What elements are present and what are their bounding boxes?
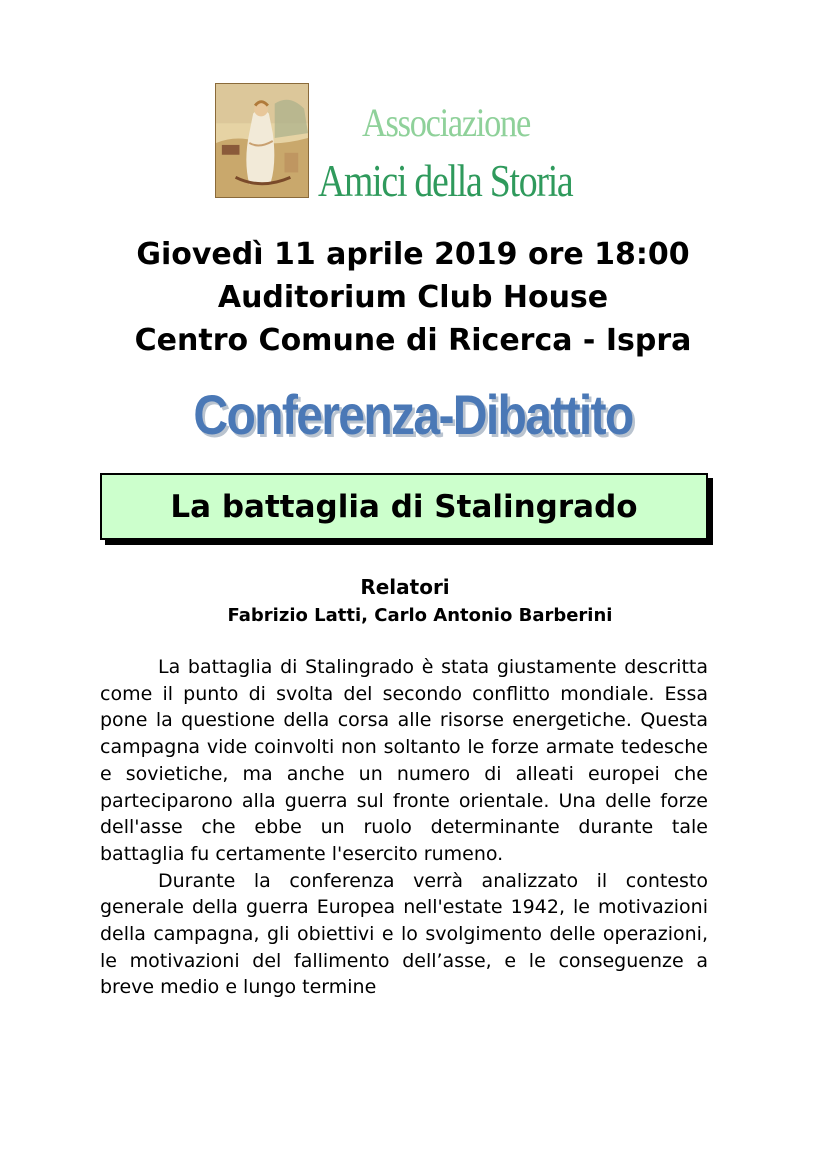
talk-title: La battaglia di Stalingrado — [170, 488, 638, 525]
description-paragraph-2: Durante la conferenza verrà analizzato il contesto generale della guerra Europea nell'estate 1942, le motivazioni della campagna, gli obiettivi e lo svolgimento delle operazioni, le motivazioni del fallimento dell’asse, e le conseguenze a breve medio e lungo termine — [100, 869, 708, 999]
event-venue: Auditorium Club House — [217, 280, 609, 315]
event-type-heading: Conferenza-Dibattito — [193, 383, 633, 446]
talk-title-box — [100, 473, 708, 540]
association-logo-painting — [215, 83, 309, 198]
association-name-line1: Associazione — [362, 100, 530, 145]
speakers-label: Relatori — [360, 575, 450, 599]
description-paragraph-1: La battaglia di Stalingrado è stata giustamente descritta come il punto di svolta del secondo conflitto mondiale. Essa pone la questione della corsa alle risorse energetiche. Questa campagna vide coinvolti non soltanto le forze armate tedesche e sovietiche, ma anche un numero di alleati europei che parteciparono alla guerra sul fronte orientale. Una delle forze dell'asse che ebbe un ruolo determinante durante tale battaglia fu certamente l'esercito rumeno. — [100, 656, 708, 865]
event-date-time: Giovedì 11 aprile 2019 ore 18:00 — [136, 237, 690, 272]
association-name-line2: Amici della Storia — [318, 156, 573, 206]
speakers-names: Fabrizio Latti, Carlo Antonio Barberini — [227, 605, 613, 626]
description-body — [100, 654, 708, 1001]
event-location: Centro Comune di Ricerca - Ispra — [134, 323, 692, 358]
